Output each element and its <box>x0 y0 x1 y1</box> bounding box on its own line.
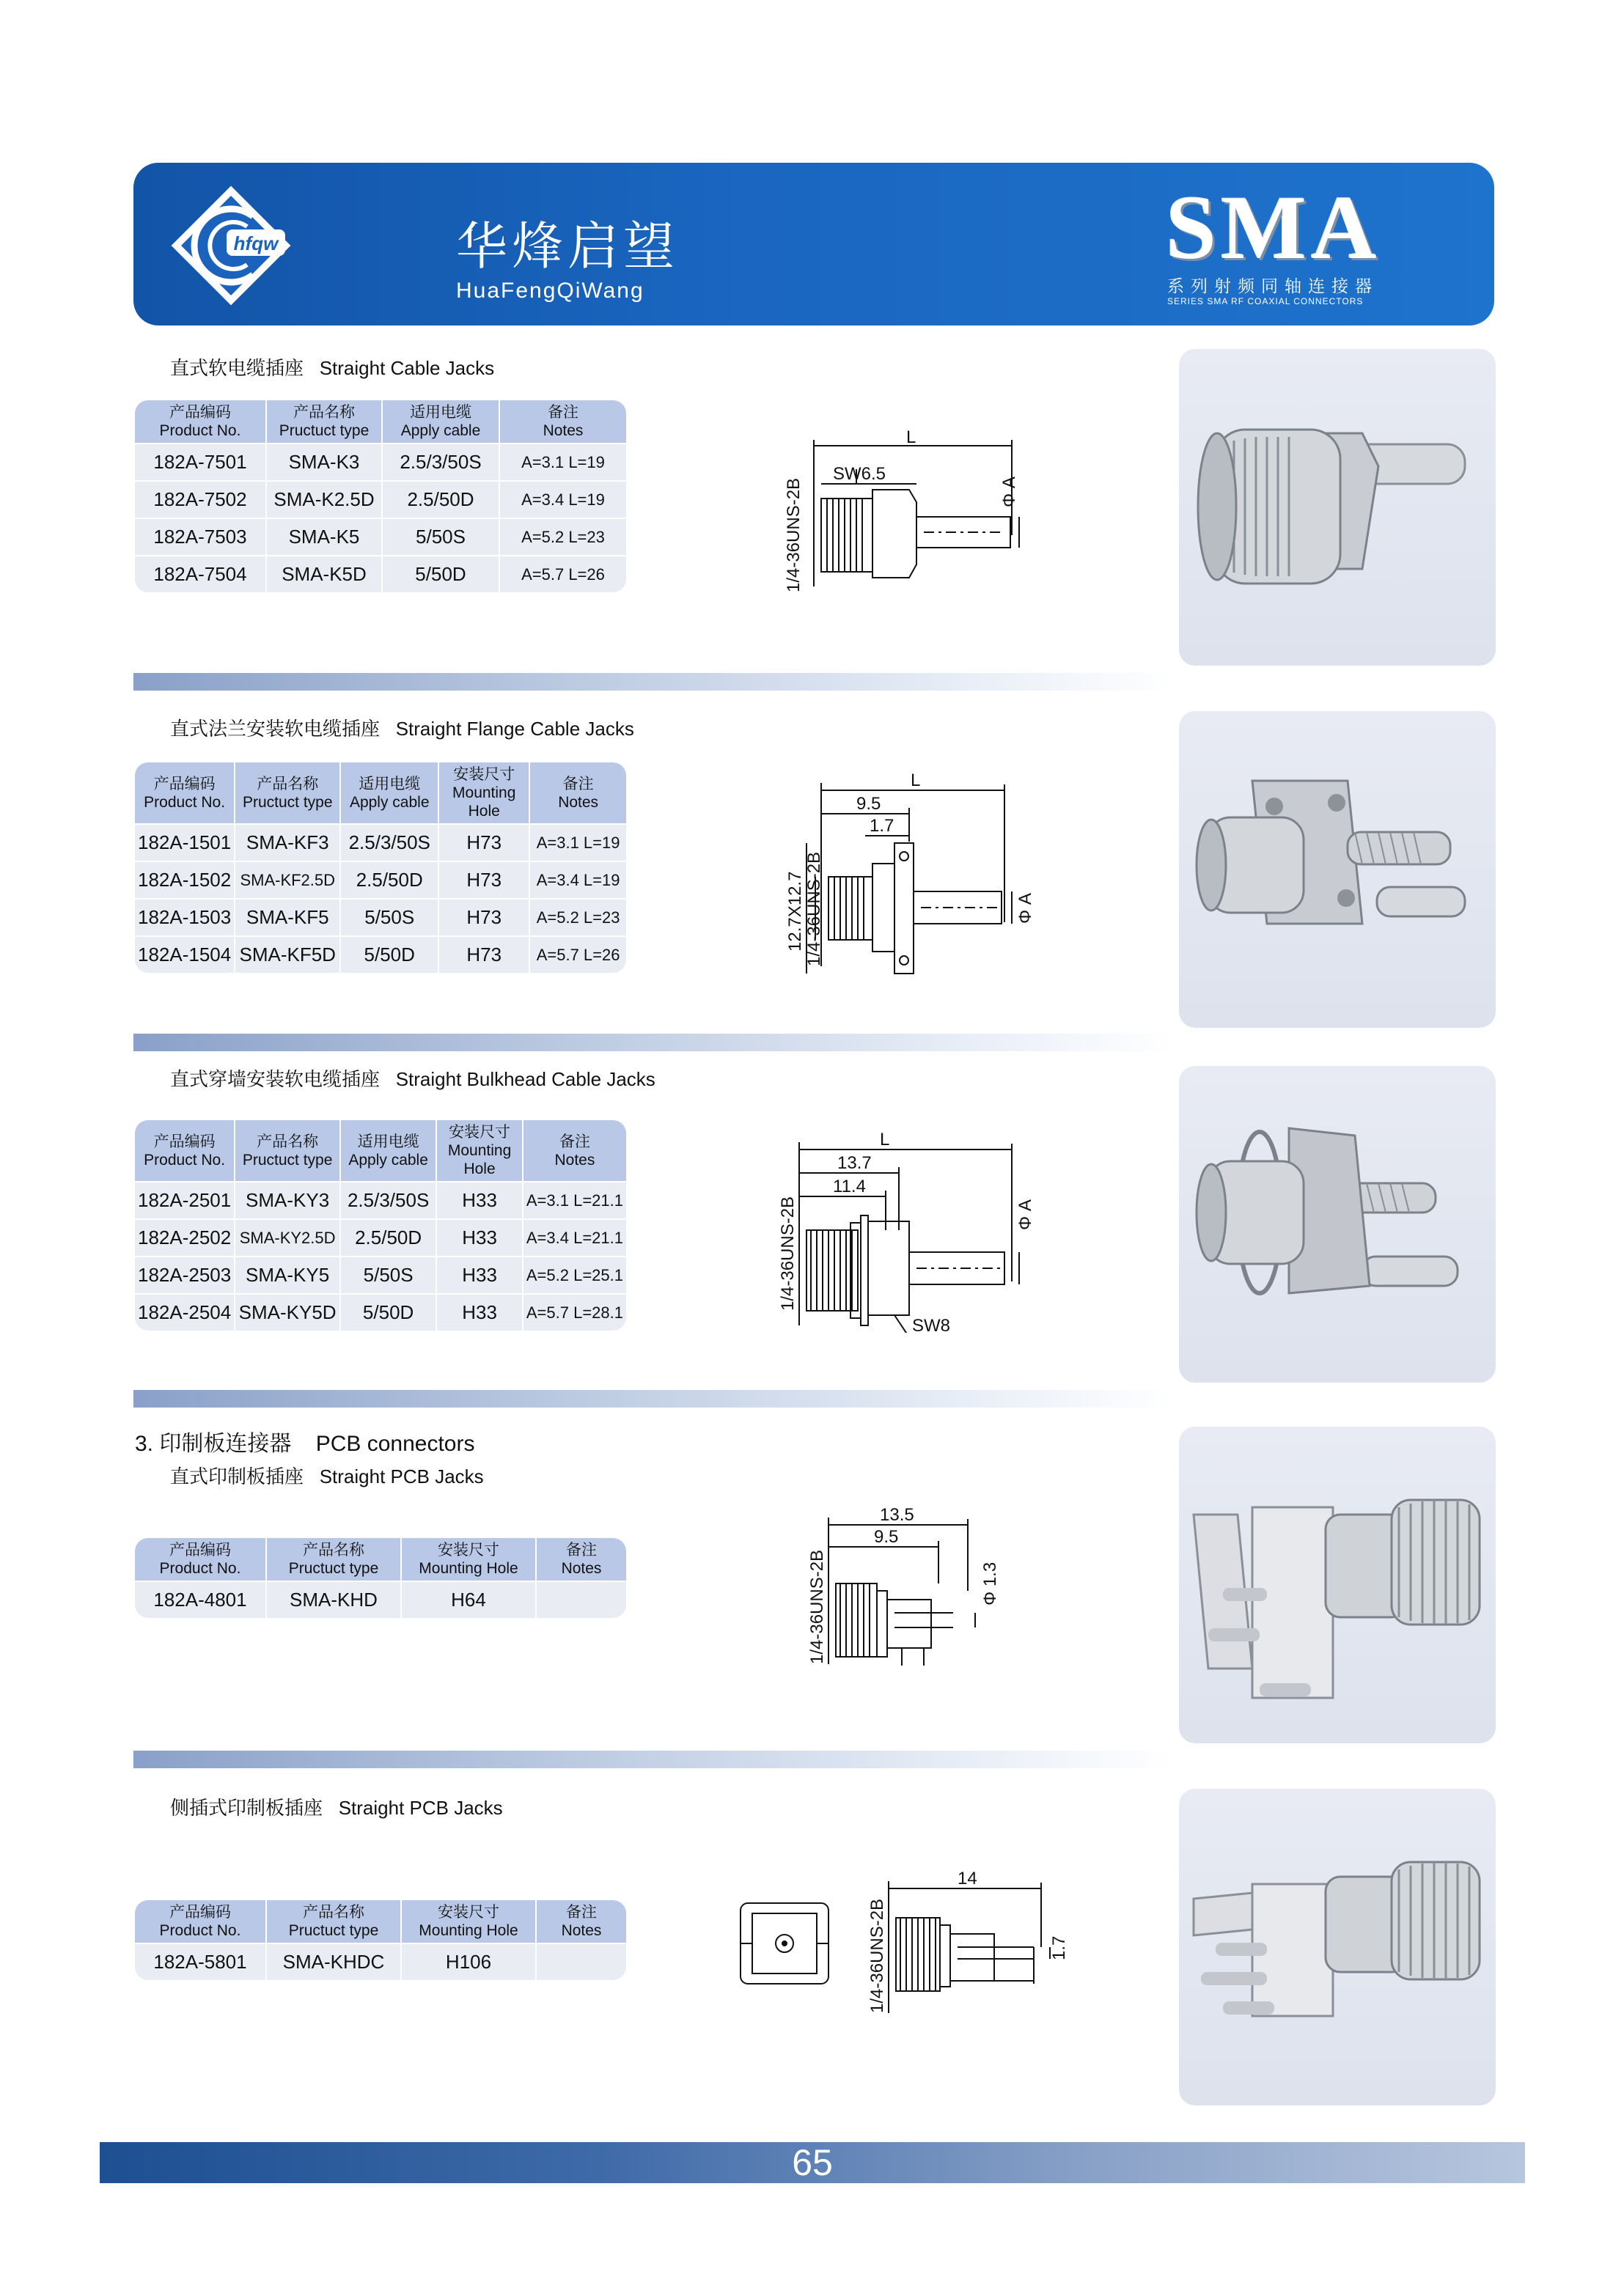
table-cell: 2.5/50D <box>383 480 500 518</box>
product-photo <box>1179 349 1496 666</box>
table-header-cell <box>267 1900 402 1943</box>
dim-L: L <box>880 1130 890 1149</box>
table-cell: 182A-1503 <box>135 898 235 935</box>
section-title <box>170 1793 503 1820</box>
table-cell: A=3.1 L=21.1 <box>523 1181 626 1218</box>
table-cell <box>537 1581 626 1618</box>
product-table <box>135 1120 626 1331</box>
section-title <box>170 1064 655 1092</box>
table-header-label: 产品名称 <box>257 775 319 792</box>
dim-thread: 1/4-36UNS-2B <box>784 477 804 592</box>
table-header-cell <box>402 1900 537 1943</box>
table-header-cell <box>523 1120 626 1181</box>
table-header-label: 备注 <box>562 775 594 792</box>
dim-thread: 1/4-36UNS-2B <box>778 1196 798 1311</box>
table-header-label: 备注 <box>559 1133 590 1150</box>
technical-drawing <box>755 1128 1048 1333</box>
table-header-row <box>135 762 626 823</box>
drawing-element <box>814 440 1019 586</box>
table-header-cell <box>135 1900 267 1943</box>
table-cell: H33 <box>437 1293 523 1331</box>
table-header-label: Product No. <box>159 422 241 439</box>
table-cell: SMA-KHDC <box>267 1943 402 1980</box>
table-cell: 182A-1504 <box>135 935 235 973</box>
table-header-row <box>135 400 626 443</box>
table-cell: 182A-7502 <box>135 480 267 518</box>
dim-L: L <box>906 427 916 447</box>
table-header-label: Apply cable <box>349 793 430 811</box>
table-header-row <box>135 1538 626 1581</box>
series-title: SMA <box>1166 177 1381 278</box>
table-header-label: Pructuct type <box>288 1922 379 1939</box>
dim-13-5: 13.5 <box>880 1505 914 1525</box>
dim-phi: Φ 1.3 <box>980 1561 1000 1605</box>
drawing-element <box>1179 1789 1496 2105</box>
table-header-label: 安装尺寸 <box>453 766 515 783</box>
dim-thread: 1/4-36UNS-2B <box>804 851 824 966</box>
table-header-label: Pructuct type <box>242 793 333 811</box>
table-header-label: Product No. <box>144 793 226 811</box>
table-header-cell <box>135 400 267 443</box>
table-header-label: 产品名称 <box>257 1133 319 1150</box>
table-header-label: Pructuct type <box>288 1560 379 1577</box>
table-cell: 182A-7504 <box>135 555 267 592</box>
table-header-label: 产品编码 <box>153 1133 216 1150</box>
dim-phiA: Φ A <box>1015 893 1035 924</box>
table-header-label: 产品名称 <box>303 1904 364 1921</box>
footer-bar <box>100 2142 1525 2183</box>
table-cell: 5/50S <box>383 518 500 555</box>
dim-sw: SW6.5 <box>833 464 886 484</box>
table-cell: 182A-2501 <box>135 1181 235 1218</box>
table-header-cell <box>537 1538 626 1581</box>
section-title <box>170 714 634 741</box>
table-cell <box>537 1943 626 1980</box>
dim-phiA: Φ A <box>1015 1199 1035 1230</box>
logo-text: hfqw <box>233 232 279 254</box>
table-cell: SMA-KY2.5D <box>235 1218 341 1256</box>
table-cell: SMA-KY3 <box>235 1181 341 1218</box>
table-cell: SMA-KF5D <box>235 935 341 973</box>
table-header-label: 安装尺寸 <box>449 1124 511 1141</box>
table-cell: SMA-KF3 <box>235 823 341 861</box>
table-header-cell <box>341 762 439 823</box>
title-part: Straight Cable Jacks <box>319 357 495 379</box>
table-cell: SMA-K5D <box>267 555 383 592</box>
table-header-cell <box>530 762 626 823</box>
table-header-label: 适用电缆 <box>410 404 471 421</box>
table-cell: 5/50D <box>383 555 500 592</box>
table-cell: 182A-1502 <box>135 861 235 898</box>
table-row <box>135 898 626 935</box>
table-row <box>135 1218 626 1256</box>
table-cell: 182A-5801 <box>135 1943 267 1980</box>
table-cell: H73 <box>439 898 530 935</box>
title-part: PCB connectors <box>315 1432 475 1456</box>
table-header-cell <box>135 1538 267 1581</box>
table-cell: A=5.7 L=28.1 <box>523 1293 626 1331</box>
table-header-cell <box>500 400 626 443</box>
table-header-label: 产品名称 <box>303 1542 364 1559</box>
table-header-cell <box>341 1120 437 1181</box>
table-header-label: 备注 <box>548 404 578 421</box>
table-header-cell <box>235 1120 341 1181</box>
table-cell: H73 <box>439 823 530 861</box>
table-cell: A=5.2 L=25.1 <box>523 1256 626 1293</box>
title-part: 直式法兰安装软电缆插座 <box>170 718 381 740</box>
table-header-cell <box>537 1900 626 1943</box>
title-part: 3. <box>135 1432 154 1456</box>
table-cell: A=5.2 L=23 <box>500 518 626 555</box>
table-cell: A=3.4 L=19 <box>530 861 626 898</box>
table-cell: A=5.2 L=23 <box>530 898 626 935</box>
table-header-label: 适用电缆 <box>359 775 421 792</box>
table-row <box>135 518 626 555</box>
table-cell: SMA-K5 <box>267 518 383 555</box>
table-cell: H106 <box>402 1943 537 1980</box>
title-part: Straight Flange Cable Jacks <box>395 718 634 740</box>
dim-flange: 12.7X12.7 <box>785 871 805 952</box>
table-cell: SMA-KF5 <box>235 898 341 935</box>
table-header-cell <box>135 762 235 823</box>
table-header-label: Product No. <box>159 1560 241 1577</box>
dim-thread: 1/4-36UNS-2B <box>867 1898 887 2013</box>
table-cell: SMA-KY5 <box>235 1256 341 1293</box>
table-cell: H73 <box>439 935 530 973</box>
table-row <box>135 823 626 861</box>
table-header-label: Pructuct type <box>242 1151 333 1169</box>
table-header-label: Product No. <box>159 1922 241 1939</box>
dim-9-5: 9.5 <box>874 1527 899 1547</box>
table-header-label: Mounting Hole <box>447 1142 512 1177</box>
company-logo <box>169 183 433 308</box>
table-cell: 182A-4801 <box>135 1581 267 1618</box>
table-cell: 182A-2503 <box>135 1256 235 1293</box>
table-cell: H33 <box>437 1218 523 1256</box>
table-cell: 2.5/3/50S <box>383 443 500 480</box>
table-cell: A=3.1 L=19 <box>500 443 626 480</box>
table-cell: A=5.7 L=26 <box>530 935 626 973</box>
product-photo <box>1179 1427 1496 1743</box>
drawing-element <box>807 783 1012 974</box>
section-divider <box>133 673 1175 691</box>
table-header-label: Notes <box>543 422 584 439</box>
series-subtitle-cn: 系列射频同轴连接器 <box>1167 276 1378 295</box>
drawing-element <box>1179 349 1496 666</box>
table-header-label: Notes <box>561 1922 602 1939</box>
table-cell: SMA-KY5D <box>235 1293 341 1331</box>
table-row <box>135 935 626 973</box>
table-cell: 182A-7501 <box>135 443 267 480</box>
table-header-label: 适用电缆 <box>357 1133 419 1150</box>
table-row <box>135 1943 626 1980</box>
dim-1-7: 1.7 <box>1049 1935 1069 1960</box>
table-header-label: Mounting Hole <box>419 1922 518 1939</box>
drawing-element <box>741 1881 1050 2013</box>
title-part: Straight Bulkhead Cable Jacks <box>395 1068 655 1090</box>
product-photo <box>1179 1789 1496 2105</box>
table-cell: 2.5/50D <box>341 861 439 898</box>
dim-9-5: 9.5 <box>856 794 881 814</box>
section-divider <box>133 1390 1175 1408</box>
title-part: 印制板连接器 <box>159 1431 292 1457</box>
dim-phiA: Φ A <box>999 477 1019 507</box>
drawing-element <box>1179 711 1496 1028</box>
table-row <box>135 480 626 518</box>
drawing-element <box>1179 1427 1496 1743</box>
product-table <box>135 762 626 973</box>
table-header-label: Notes <box>561 1560 602 1577</box>
title-part: 直式印制板插座 <box>170 1466 304 1488</box>
table-header-cell <box>267 1538 402 1581</box>
table-cell: SMA-K2.5D <box>267 480 383 518</box>
table-header-label: Mounting Hole <box>452 784 516 820</box>
table-cell: A=3.4 L=19 <box>500 480 626 518</box>
drawing-element <box>828 1518 975 1666</box>
table-header-label: 产品名称 <box>293 404 355 421</box>
section-title <box>170 353 494 380</box>
table-header-label: Pructuct type <box>279 422 370 439</box>
dim-14: 14 <box>958 1869 977 1888</box>
table-header-cell <box>267 400 383 443</box>
table-header-label: Apply cable <box>348 1151 428 1169</box>
table-header-cell <box>135 1120 235 1181</box>
table-header-row <box>135 1900 626 1943</box>
table-header-label: 安装尺寸 <box>438 1904 499 1921</box>
technical-drawing <box>733 1866 1092 2028</box>
drawing-element <box>799 1142 1019 1333</box>
table-header-cell <box>235 762 341 823</box>
table-row <box>135 861 626 898</box>
table-cell: 182A-1501 <box>135 823 235 861</box>
table-cell: H73 <box>439 861 530 898</box>
table-cell: H64 <box>402 1581 537 1618</box>
product-table <box>135 400 626 592</box>
table-cell: SMA-K3 <box>267 443 383 480</box>
page-number: 65 <box>792 2142 833 2183</box>
table-row <box>135 443 626 480</box>
table-header-cell <box>383 400 500 443</box>
brand-name-cn: 华烽启望 <box>456 216 679 276</box>
table-row <box>135 555 626 592</box>
table-header-label: 产品编码 <box>169 404 231 421</box>
dim-11-4: 11.4 <box>833 1177 866 1196</box>
table-header-label: Notes <box>558 793 599 811</box>
table-header-row <box>135 1120 626 1181</box>
table-cell: 5/50S <box>341 898 439 935</box>
table-cell: 2.5/3/50S <box>341 1181 437 1218</box>
product-table <box>135 1900 626 1980</box>
table-header-label: Apply cable <box>400 422 481 439</box>
table-row <box>135 1256 626 1293</box>
title-part: 直式穿墙安装软电缆插座 <box>170 1069 381 1091</box>
section-divider <box>133 1034 1175 1051</box>
category-heading <box>135 1425 475 1457</box>
title-part: Straight PCB Jacks <box>338 1797 503 1819</box>
dim-sw: SW8 <box>912 1316 951 1333</box>
dim-L: L <box>911 770 921 790</box>
series-subtitle-en: SERIES SMA RF COAXIAL CONNECTORS <box>1167 296 1364 306</box>
table-cell: 2.5/50D <box>341 1218 437 1256</box>
technical-drawing <box>770 425 1034 601</box>
table-cell: A=5.7 L=26 <box>500 555 626 592</box>
table-cell: 5/50D <box>341 935 439 973</box>
table-cell: 182A-2504 <box>135 1293 235 1331</box>
dim-13-7: 13.7 <box>837 1153 872 1173</box>
title-part: 侧插式印制板插座 <box>170 1798 323 1820</box>
dim-thread: 1/4-36UNS-2B <box>807 1549 827 1664</box>
table-cell: 182A-2502 <box>135 1218 235 1256</box>
product-photo <box>1179 711 1496 1028</box>
section-title <box>170 1462 484 1489</box>
product-table <box>135 1538 626 1618</box>
title-part: 直式软电缆插座 <box>170 358 304 380</box>
table-cell: H33 <box>437 1181 523 1218</box>
table-header-label: 产品编码 <box>153 775 216 792</box>
section-divider <box>133 1751 1175 1768</box>
table-header-label: 备注 <box>566 1542 597 1559</box>
drawing-element <box>1179 1066 1496 1383</box>
table-header-label: 产品编码 <box>169 1904 231 1921</box>
brand-name-en: HuaFengQiWang <box>456 279 644 303</box>
product-photo <box>1179 1066 1496 1383</box>
table-cell: H33 <box>437 1256 523 1293</box>
table-cell: SMA-KHD <box>267 1581 402 1618</box>
dim-1-7: 1.7 <box>870 816 894 836</box>
title-part: Straight PCB Jacks <box>319 1465 484 1487</box>
table-cell: SMA-KF2.5D <box>235 861 341 898</box>
table-cell: 182A-7503 <box>135 518 267 555</box>
technical-drawing <box>799 1503 1019 1671</box>
table-cell: A=3.4 L=21.1 <box>523 1218 626 1256</box>
table-header-label: Product No. <box>144 1151 226 1169</box>
table-header-label: 备注 <box>566 1904 597 1921</box>
table-row <box>135 1293 626 1331</box>
table-header-cell <box>437 1120 523 1181</box>
table-row <box>135 1581 626 1618</box>
table-row <box>135 1181 626 1218</box>
table-header-cell <box>402 1538 537 1581</box>
table-header-cell <box>439 762 530 823</box>
table-header-label: Notes <box>554 1151 595 1169</box>
table-header-label: 产品编码 <box>169 1542 231 1559</box>
table-cell: A=3.1 L=19 <box>530 823 626 861</box>
table-cell: 5/50S <box>341 1256 437 1293</box>
table-cell: 5/50D <box>341 1293 437 1331</box>
table-header-label: 安装尺寸 <box>438 1542 499 1559</box>
technical-drawing <box>755 768 1048 981</box>
table-header-label: Mounting Hole <box>419 1560 518 1577</box>
table-cell: 2.5/3/50S <box>341 823 439 861</box>
